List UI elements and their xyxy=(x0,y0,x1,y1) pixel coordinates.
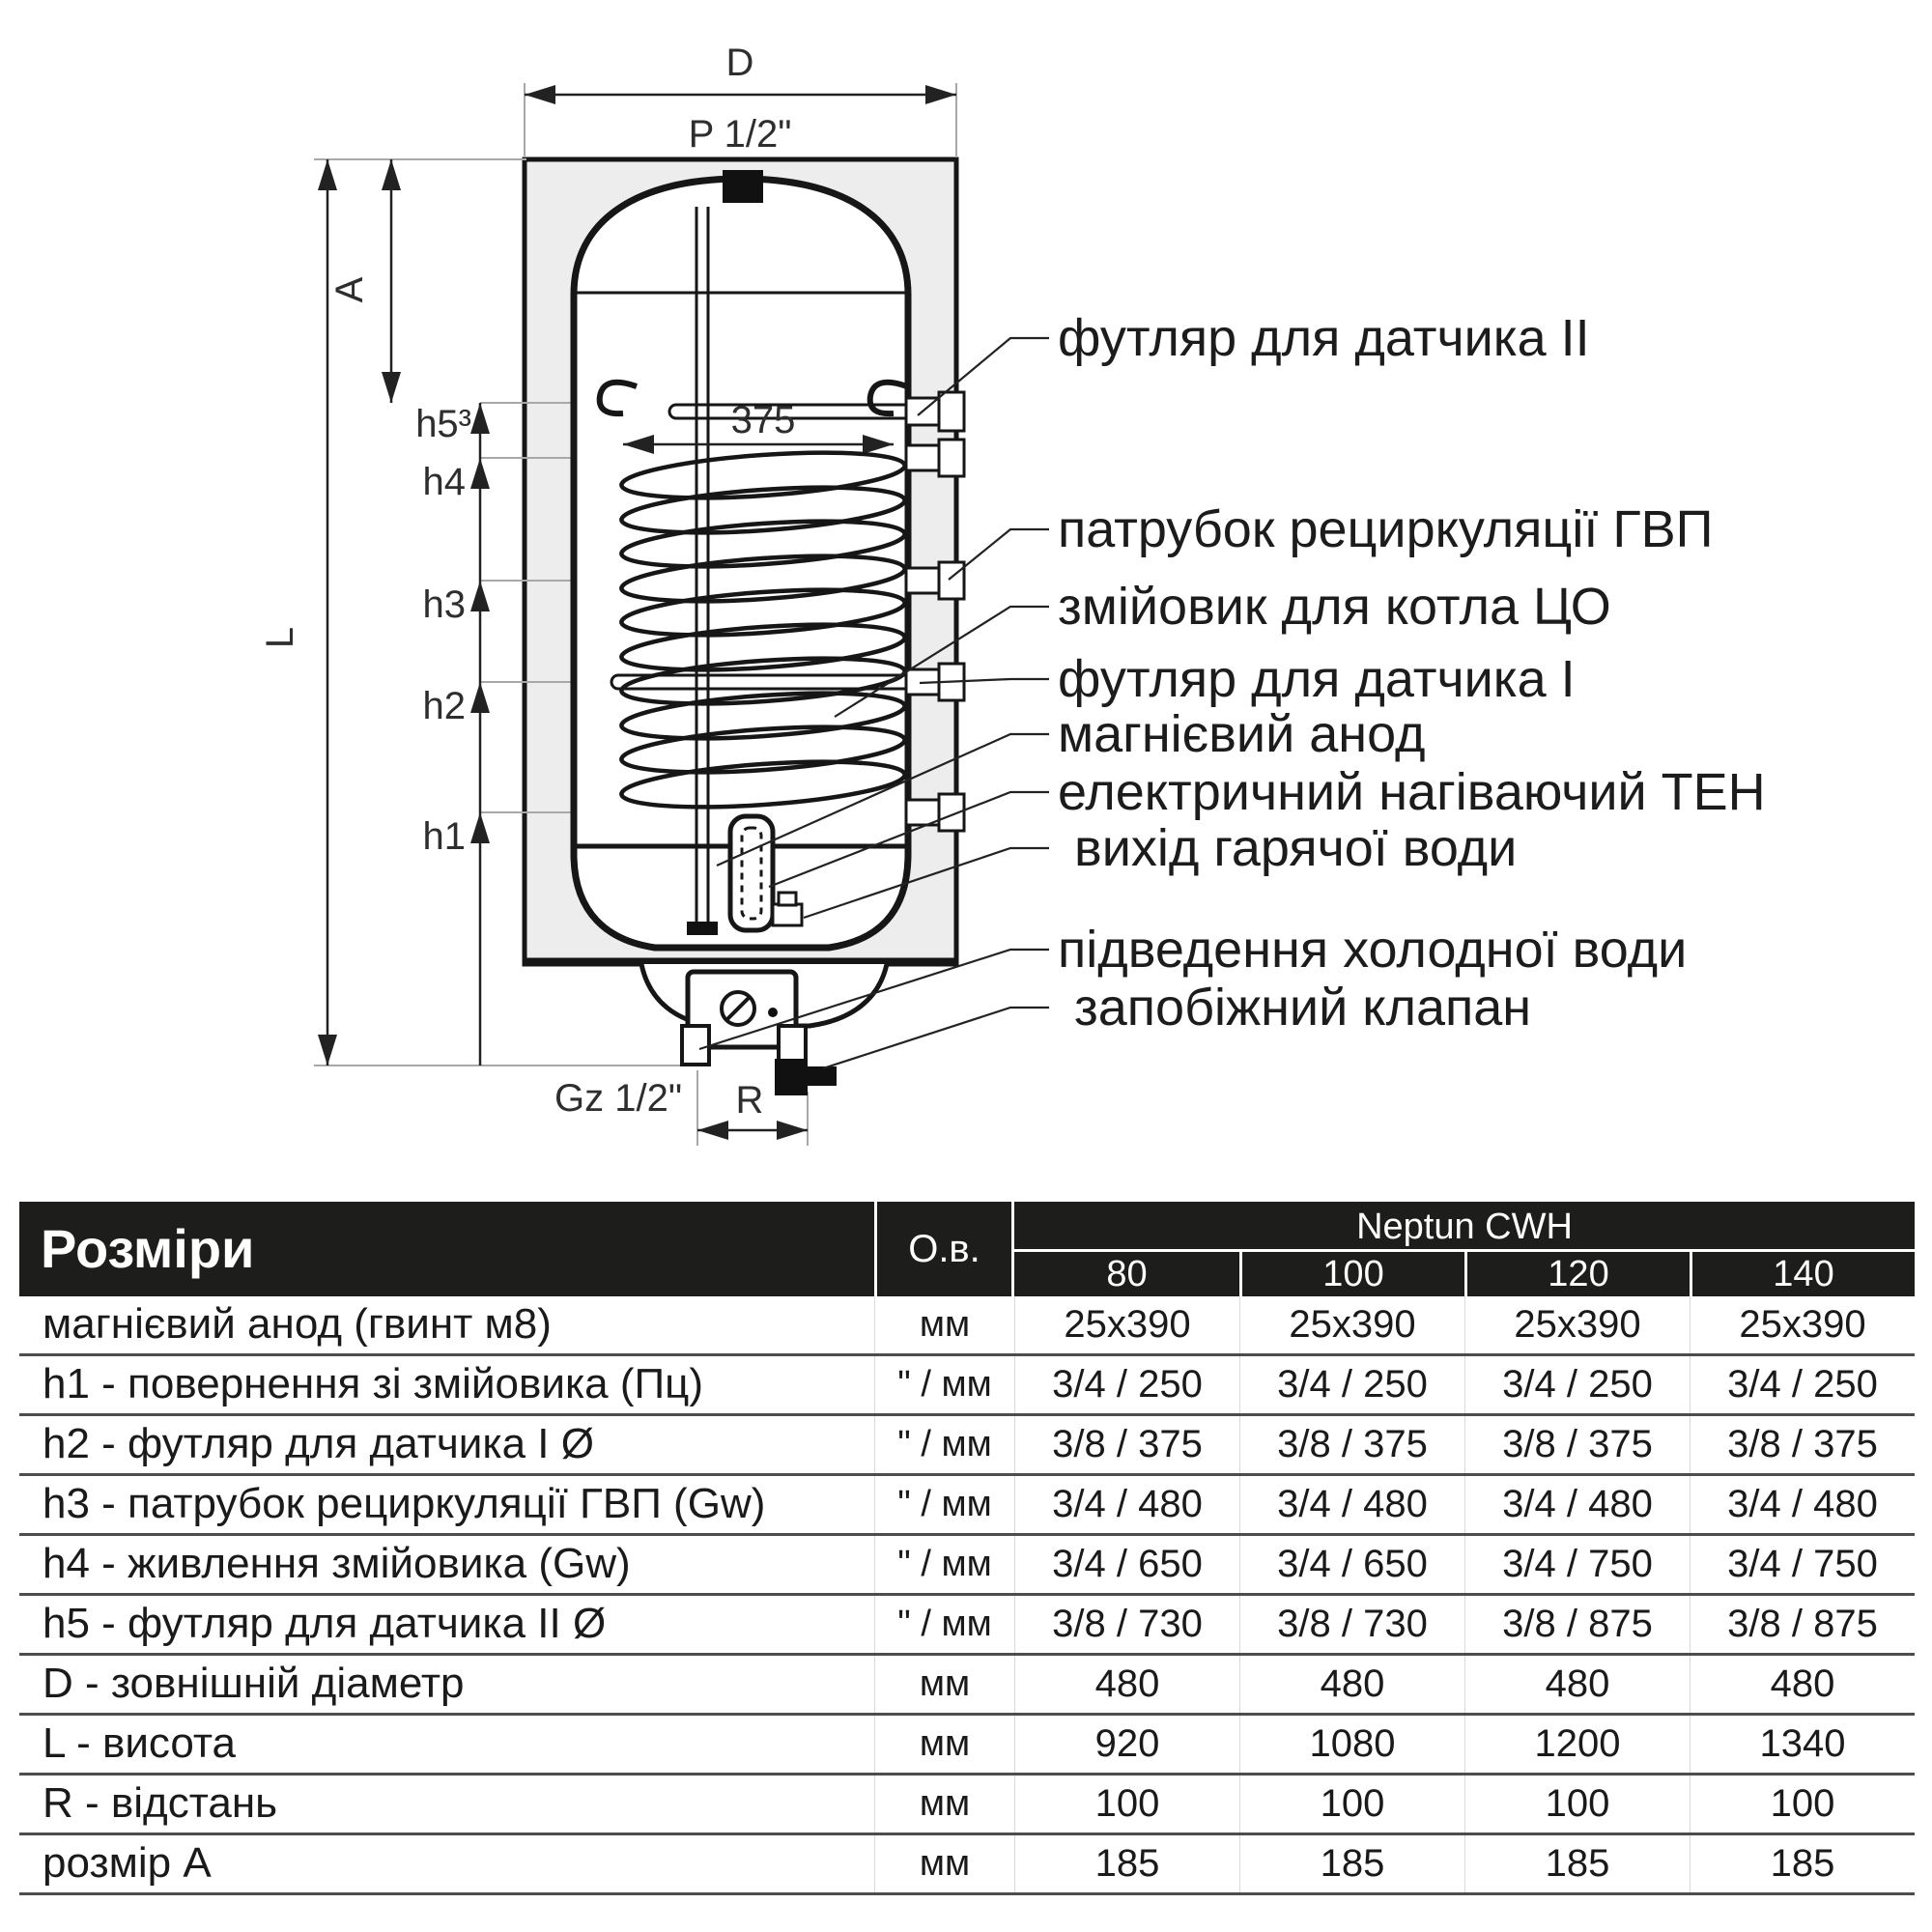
row-value: 25x390 xyxy=(1690,1296,1915,1353)
row-value: 3/4 / 480 xyxy=(1239,1476,1464,1533)
row-value: 3/4 / 250 xyxy=(1690,1356,1915,1413)
label-electric-heater: електричний нагіваючий ТЕН xyxy=(1058,763,1766,821)
table-row xyxy=(19,1356,1915,1416)
outlet-pipe xyxy=(779,1026,806,1063)
table-row xyxy=(19,1476,1915,1536)
row-label: h4 - живлення змійовика (Gw) xyxy=(43,1540,631,1587)
row-value: 480 xyxy=(1239,1656,1464,1713)
row-value: 3/8 / 375 xyxy=(1464,1416,1690,1473)
top-port-cap xyxy=(723,170,763,203)
table-row xyxy=(19,1776,1915,1835)
row-value: 185 xyxy=(1014,1835,1239,1892)
model-120: 120 xyxy=(1464,1252,1690,1296)
row-value: 920 xyxy=(1014,1716,1239,1773)
dim-label-P: P 1/2" xyxy=(688,113,792,156)
row-unit: " / мм xyxy=(874,1596,1014,1653)
label-sensor-sleeve-1: футляр для датчика I xyxy=(1058,650,1576,708)
row-value: 100 xyxy=(1014,1776,1239,1833)
row-value: 3/8 / 375 xyxy=(1690,1416,1915,1473)
row-value: 1200 xyxy=(1464,1716,1690,1773)
table-header xyxy=(19,1202,1915,1296)
row-label: магнієвий анод (гвинт м8) xyxy=(43,1300,552,1348)
row-label: L - висота xyxy=(43,1719,237,1767)
row-value: 3/8 / 375 xyxy=(1239,1416,1464,1473)
row-value: 100 xyxy=(1464,1776,1690,1833)
table-title: Розміри xyxy=(41,1218,255,1279)
row-value: 3/4 / 750 xyxy=(1464,1536,1690,1593)
hot-water-outlet-stub xyxy=(773,893,802,925)
row-label: h1 - повернення зі змійовика (Пц) xyxy=(43,1360,703,1407)
dimension-R xyxy=(697,1121,808,1140)
dim-label-h4: h4 xyxy=(422,461,466,503)
safety-valve-arm xyxy=(806,1066,837,1086)
row-value: 185 xyxy=(1464,1835,1690,1892)
table-row xyxy=(19,1536,1915,1596)
row-value: 3/4 / 480 xyxy=(1014,1476,1239,1533)
dim-label-h2: h2 xyxy=(422,685,466,727)
row-value: 3/8 / 875 xyxy=(1690,1596,1915,1653)
row-value: 3/8 / 875 xyxy=(1464,1596,1690,1653)
row-label: h2 - футляр для датчика I Ø xyxy=(43,1420,594,1467)
dim-label-h3: h3 xyxy=(422,583,466,626)
dim-label-L: L xyxy=(259,626,301,649)
row-value: 3/8 / 375 xyxy=(1014,1416,1239,1473)
electric-heater-element xyxy=(730,816,773,930)
label-coil-heat-exchanger: змійовик для котла ЦО xyxy=(1058,578,1611,636)
row-value: 3/4 / 250 xyxy=(1014,1356,1239,1413)
table-row xyxy=(19,1716,1915,1776)
row-label: R - відстань xyxy=(43,1779,278,1827)
model-140: 140 xyxy=(1690,1252,1915,1296)
row-value: 100 xyxy=(1239,1776,1464,1833)
table-row xyxy=(19,1835,1915,1895)
row-value: 3/4 / 650 xyxy=(1239,1536,1464,1593)
dim-label-h5: h5³ xyxy=(415,403,471,445)
models-header xyxy=(1014,1202,1915,1296)
dimension-h-column xyxy=(470,403,490,1065)
dimension-A xyxy=(382,159,401,403)
row-value: 3/4 / 480 xyxy=(1464,1476,1690,1533)
spec-table xyxy=(19,1202,1915,1895)
row-value: 25x390 xyxy=(1464,1296,1690,1353)
dim-label-D: D xyxy=(725,42,754,84)
label-magnesium-anode: магнієвий анод xyxy=(1058,705,1426,763)
row-unit: мм xyxy=(874,1716,1014,1773)
model-80: 80 xyxy=(1106,1254,1148,1294)
row-value: 1340 xyxy=(1690,1716,1915,1773)
row-value: 480 xyxy=(1690,1656,1915,1713)
table-row xyxy=(19,1416,1915,1476)
dim-label-R: R xyxy=(735,1079,764,1122)
row-unit: " / мм xyxy=(874,1356,1014,1413)
row-label: розмір А xyxy=(43,1839,212,1887)
table-row xyxy=(19,1596,1915,1656)
row-unit: " / мм xyxy=(874,1476,1014,1533)
dim-label-375: 375 xyxy=(730,399,796,441)
coil-feed-stub-h4 xyxy=(906,440,964,476)
coil-return-stub-h1 xyxy=(906,794,964,831)
label-cold-water-inlet: підведення холодної води xyxy=(1058,921,1688,979)
label-hot-water-outlet: вихід гарячої води xyxy=(1074,819,1518,877)
row-value: 100 xyxy=(1690,1776,1915,1833)
anode-foot xyxy=(687,922,718,935)
model-100: 100 xyxy=(1239,1252,1464,1296)
row-value: 3/4 / 480 xyxy=(1690,1476,1915,1533)
row-value: 3/8 / 730 xyxy=(1014,1596,1239,1653)
row-value: 185 xyxy=(1690,1835,1915,1892)
dim-label-Gz: Gz 1/2" xyxy=(554,1077,683,1120)
row-unit: " / мм xyxy=(874,1416,1014,1473)
row-value: 3/8 / 730 xyxy=(1239,1596,1464,1653)
unit-column-header: О.в. xyxy=(874,1202,1014,1296)
table-row xyxy=(19,1296,1915,1356)
row-unit: мм xyxy=(874,1776,1014,1833)
row-value: 3/4 / 750 xyxy=(1690,1536,1915,1593)
dimension-D xyxy=(525,85,956,104)
label-recirculation-port: патрубок рециркуляції ГВП xyxy=(1058,500,1714,558)
row-unit: мм xyxy=(874,1835,1014,1892)
row-unit: " / мм xyxy=(874,1536,1014,1593)
label-safety-valve: запобіжний клапан xyxy=(1074,979,1532,1037)
row-value: 185 xyxy=(1239,1835,1464,1892)
row-value: 25x390 xyxy=(1014,1296,1239,1353)
row-label: h3 - патрубок рециркуляції ГВП (Gw) xyxy=(43,1480,766,1527)
cold-water-pipe xyxy=(682,1026,709,1065)
dim-label-A: A xyxy=(328,276,371,303)
row-value: 25x390 xyxy=(1239,1296,1464,1353)
row-label: D - зовнішній діаметр xyxy=(43,1660,465,1707)
row-value: 3/4 / 250 xyxy=(1239,1356,1464,1413)
model-family: Neptun CWH xyxy=(1014,1202,1915,1252)
row-value: 3/4 / 650 xyxy=(1014,1536,1239,1593)
row-value: 480 xyxy=(1014,1656,1239,1713)
row-unit: мм xyxy=(874,1296,1014,1353)
row-label: h5 - футляр для датчика II Ø xyxy=(43,1600,607,1647)
flange-dot xyxy=(768,1008,778,1017)
row-value: 1080 xyxy=(1239,1716,1464,1773)
safety-valve-body xyxy=(775,1059,808,1095)
dim-label-h1: h1 xyxy=(422,815,466,858)
recirculation-stub-h3 xyxy=(906,562,964,599)
row-value: 3/4 / 250 xyxy=(1464,1356,1690,1413)
row-unit: мм xyxy=(874,1656,1014,1713)
label-sensor-sleeve-2: футляр для датчика II xyxy=(1058,309,1590,367)
row-value: 480 xyxy=(1464,1656,1690,1713)
table-row xyxy=(19,1656,1915,1716)
